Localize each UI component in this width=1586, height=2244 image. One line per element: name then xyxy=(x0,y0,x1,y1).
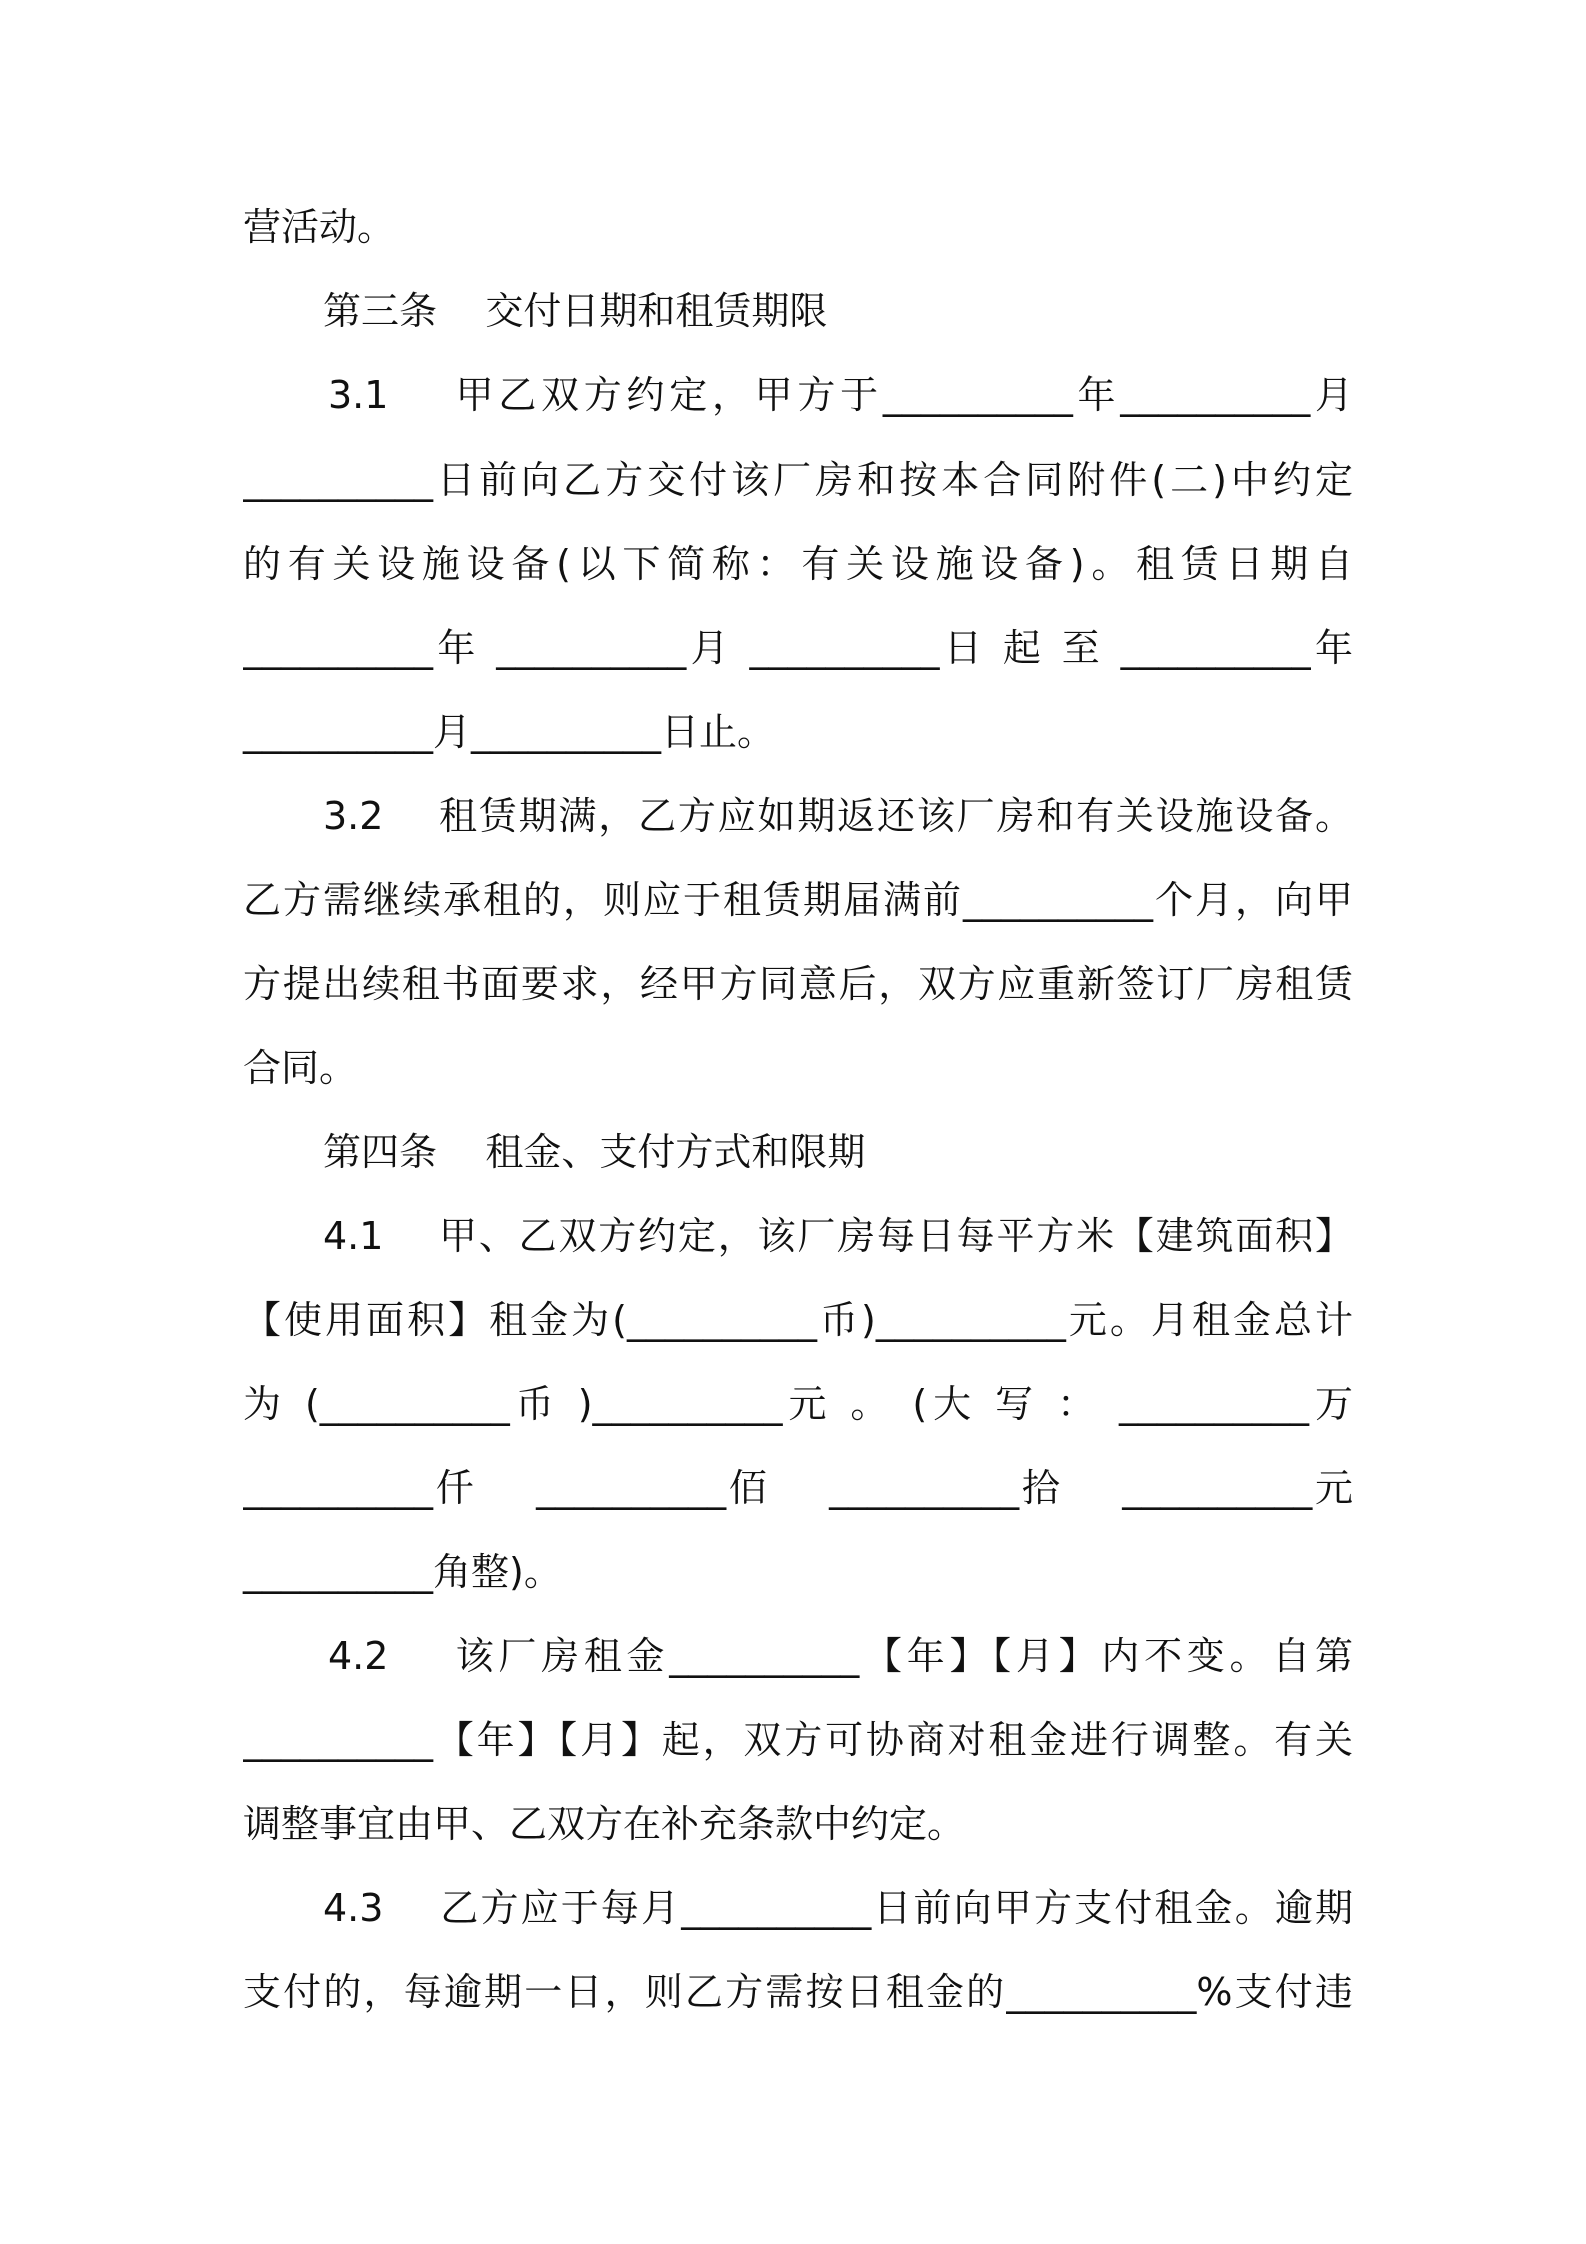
text-line: __________日前向乙方交付该厂房和按本合同附件(二)中约定 xyxy=(243,458,1353,502)
text-line: __________角整)。 xyxy=(243,1550,562,1594)
text-line: 【使用面积】租金为(__________币)__________元。月租金总计 xyxy=(243,1298,1353,1342)
section-heading: 第四条 租金、支付方式和限期 xyxy=(323,1130,866,1174)
text-line: __________【年】【月】起，双方可协商对租金进行调整。有关 xyxy=(243,1718,1353,1762)
text-line: 3.1 甲乙双方约定，甲方于__________年__________月 xyxy=(328,373,1353,417)
text-line: 营活动。 xyxy=(243,205,396,249)
text-line: 4.3 乙方应于每月__________日前向甲方支付租金。逾期 xyxy=(323,1886,1353,1930)
text-line: 乙方需继续承租的，则应于租赁期届满前__________个月，向甲 xyxy=(243,878,1353,922)
text-line: __________年 __________月 __________日 起 至 __________年 xyxy=(243,626,1353,670)
text-line: 3.2 租赁期满，乙方应如期返还该厂房和有关设施设备。 xyxy=(323,794,1353,838)
text-line: 合同。 xyxy=(243,1046,358,1090)
text-line: 4.2 该厂房租金__________【年】【月】内不变。自第 xyxy=(328,1634,1353,1678)
text-line: 方提出续租书面要求，经甲方同意后，双方应重新签订厂房租赁 xyxy=(243,962,1353,1006)
text-line: 的有关设施设备(以下简称：有关设施设备)。租赁日期自 xyxy=(243,542,1353,586)
text-line: 为 (__________币 )__________元 。 (大 写 ： __________万 xyxy=(243,1382,1353,1426)
section-heading: 第三条 交付日期和租赁期限 xyxy=(323,289,828,333)
text-line: 支付的，每逾期一日，则乙方需按日租金的__________%支付违 xyxy=(243,1970,1353,2014)
text-line: __________仟 __________佰 __________拾 __________元 xyxy=(243,1466,1353,1510)
text-line: __________月__________日止。 xyxy=(243,710,776,754)
text-line: 调整事宜由甲、乙双方在补充条款中约定。 xyxy=(243,1802,966,1846)
text-line: 4.1 甲、乙双方约定，该厂房每日每平方米【建筑面积】 xyxy=(323,1214,1353,1258)
